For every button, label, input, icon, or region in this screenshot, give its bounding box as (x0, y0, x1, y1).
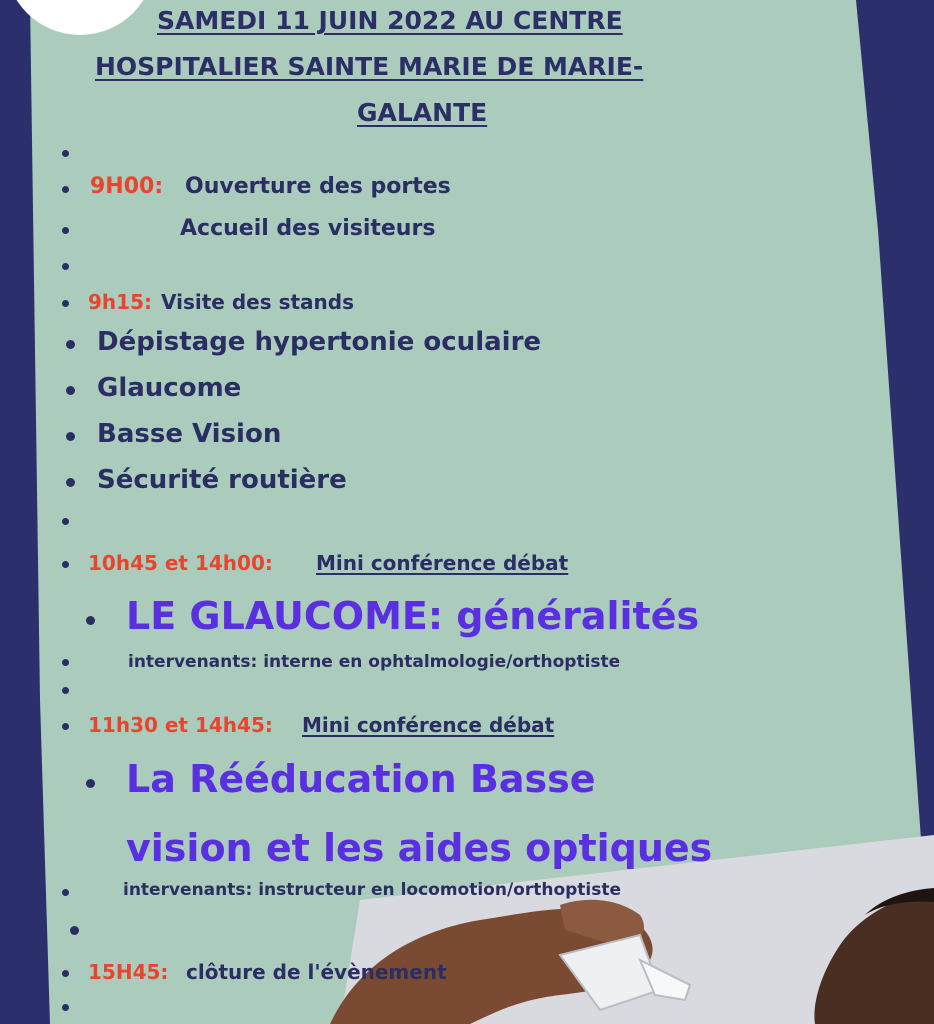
bullet (62, 889, 69, 896)
bullet (62, 263, 69, 270)
conf2-label: Mini conférence débat (302, 713, 555, 737)
conf1-speakers: intervenants: interne en ophtalmologie/orthoptiste (128, 652, 621, 672)
header-line-1: SAMEDI 11 JUIN 2022 AU CENTRE (157, 6, 623, 35)
stand-item-4: Sécurité routière (97, 465, 347, 495)
stand-item-1: Dépistage hypertonie oculaire (97, 327, 542, 357)
bullet (62, 1004, 69, 1011)
stand-item-3: Basse Vision (97, 419, 282, 449)
conf1-topic: LE GLAUCOME: généralités (126, 594, 700, 638)
opening-time: 9H00: (90, 174, 164, 199)
bullet (66, 432, 75, 441)
bullet (86, 779, 95, 788)
closing-label: clôture de l'évènement (186, 960, 447, 984)
bullet (62, 723, 69, 730)
bullet (66, 340, 75, 349)
bullet (62, 561, 69, 568)
bullet (62, 518, 69, 525)
bullet (62, 227, 69, 234)
bullet (62, 687, 69, 694)
bullet (62, 659, 69, 666)
conf2-topic-line-2: vision et les aides optiques (126, 826, 713, 870)
conf2-time: 11h30 et 14h45: (88, 713, 273, 737)
opening-label: Ouverture des portes (185, 174, 451, 199)
conf2-topic-line-1: La Rééducation Basse (126, 757, 596, 801)
stands-time: 9h15: (88, 290, 152, 314)
bullet (62, 150, 69, 157)
conf1-time: 10h45 et 14h00: (88, 551, 273, 575)
bullet (66, 478, 75, 487)
bullet (62, 186, 69, 193)
conf2-speakers: intervenants: instructeur en locomotion/orthoptiste (123, 880, 622, 900)
stand-item-2: Glaucome (97, 373, 242, 403)
header-line-3: GALANTE (357, 98, 488, 127)
bullet (70, 926, 79, 935)
bullet (62, 970, 69, 977)
header-line-2: HOSPITALIER SAINTE MARIE DE MARIE- (95, 52, 644, 81)
conf1-label: Mini conférence débat (316, 551, 569, 575)
stands-label: Visite des stands (161, 290, 354, 314)
bullet (86, 616, 95, 625)
bullet (62, 300, 69, 307)
opening-sub: Accueil des visiteurs (180, 216, 436, 241)
bullet (66, 386, 75, 395)
closing-time: 15H45: (88, 960, 169, 984)
